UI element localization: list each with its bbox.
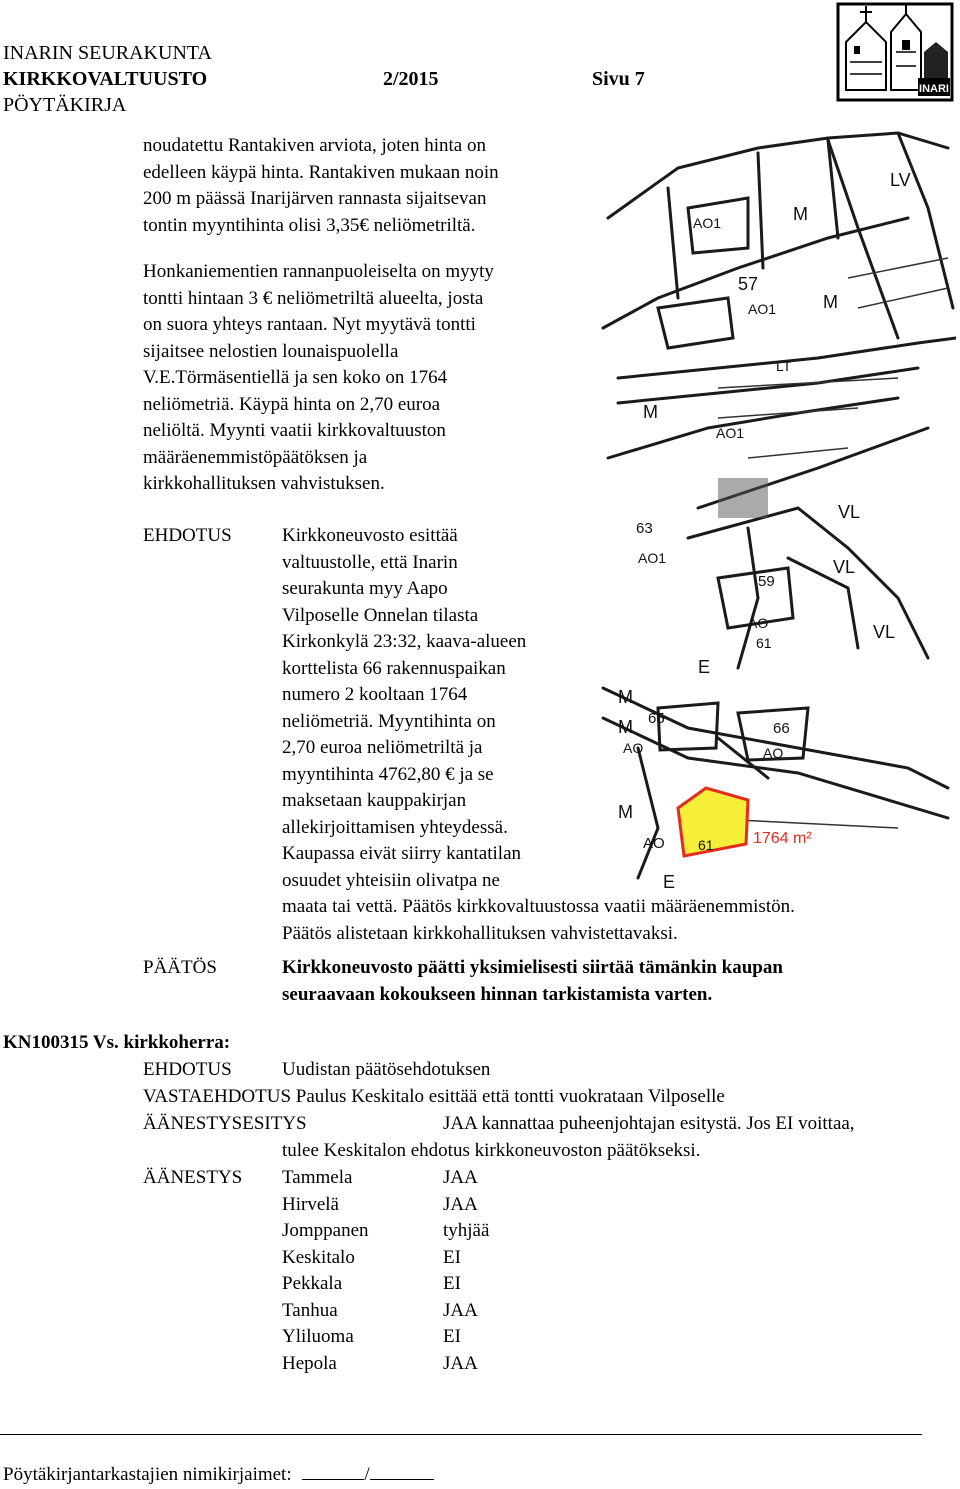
text-line: neliömetriä. Myyntihinta on bbox=[282, 710, 496, 732]
text-line: myyntihinta 4762,80 € ja se bbox=[282, 763, 494, 785]
text-line: Kaupassa eivät siirry kantatilan bbox=[282, 843, 522, 864]
voter-name: Tanhua bbox=[282, 1299, 338, 1321]
vote-value: JAA bbox=[443, 1193, 478, 1215]
zone-label: M bbox=[618, 717, 633, 737]
text-line: 200 m päässä Inarijärven rannasta sijaitsevan bbox=[143, 188, 487, 209]
counterproposal-text: Paulus Keskitalo esittää että tontti vuokrataan Vilposelle bbox=[295, 1086, 725, 1107]
zone-label: 66 bbox=[773, 720, 790, 737]
text-line: edelleen käypä hinta. Rantakiven mukaan noin bbox=[143, 161, 499, 183]
zone-label: LT bbox=[776, 358, 792, 374]
doc-type: PÖYTÄKIRJA bbox=[3, 94, 127, 116]
text-line: valtuustolle, että Inarin bbox=[282, 551, 458, 573]
voter-name: Yliluoma bbox=[282, 1326, 354, 1347]
zone-label: AO bbox=[763, 745, 784, 761]
voter-name: Keskitalo bbox=[282, 1246, 355, 1268]
voter-name: Jomppanen bbox=[282, 1220, 369, 1241]
kn-heading: KN100315 Vs. kirkkoherra: bbox=[3, 1032, 231, 1053]
proposal-label: EHDOTUS bbox=[143, 525, 232, 546]
zone-label: VL bbox=[873, 622, 896, 642]
zone-label: AO bbox=[748, 615, 769, 631]
text-line: tontin myyntihinta olisi 3,35€ neliömetriltä. bbox=[143, 214, 476, 236]
text-line: numero 2 kooltaan 1764 bbox=[282, 684, 468, 705]
zone-label: 61 bbox=[698, 837, 714, 853]
voter-name: Tammela bbox=[282, 1167, 353, 1188]
body-paragraph bbox=[143, 259, 494, 498]
text-line: Honkaniementien rannanpuoleiselta on myyty bbox=[143, 261, 494, 282]
text-line: Päätös alistetaan kirkkohallituksen vahvistettavaksi. bbox=[282, 922, 678, 944]
vote-values bbox=[443, 1165, 489, 1377]
text-line: sijaitsee nelostien lounaispuolella bbox=[143, 340, 399, 362]
zone-label: AO1 bbox=[638, 550, 667, 566]
vote-value: tyhjää bbox=[443, 1220, 490, 1241]
zone-label: M bbox=[823, 292, 838, 312]
text-line: neliömetriä. Käypä hinta on 2,70 euroa bbox=[143, 393, 441, 415]
text-line: on suora yhteys rantaan. Nyt myytävä tontti bbox=[143, 314, 476, 335]
text-line: seuraavaan kokoukseen hinnan tarkistamista varten. bbox=[282, 983, 713, 1005]
text-line: allekirjoittamisen yhteydessä. bbox=[282, 816, 508, 838]
vote-value: EI bbox=[443, 1246, 461, 1268]
zone-label: M bbox=[793, 204, 808, 224]
page-number: Sivu 7 bbox=[592, 68, 645, 90]
vote-value: JAA bbox=[443, 1299, 478, 1321]
text-line: maksetaan kauppakirjan bbox=[282, 790, 467, 811]
vote-names bbox=[282, 1165, 369, 1377]
vote-proposal-label: ÄÄNESTYSESITYS bbox=[143, 1113, 307, 1134]
kn-ehdotus-label: EHDOTUS bbox=[143, 1059, 232, 1080]
zone-label: AO1 bbox=[693, 215, 722, 231]
area-label: 1764 m² bbox=[753, 830, 812, 847]
vote-value: EI bbox=[443, 1326, 461, 1347]
zone-label: M bbox=[643, 402, 658, 422]
text-line: määräenemmistöpäätöksen ja bbox=[143, 446, 368, 468]
zone-label: AO1 bbox=[748, 301, 777, 317]
text-line: seurakunta myy Aapo bbox=[282, 578, 448, 599]
voter-name: Hepola bbox=[282, 1352, 337, 1374]
zone-label: 61 bbox=[756, 635, 772, 651]
text-line: Kirkkoneuvosto esittää bbox=[282, 525, 458, 546]
text-line: kirkkohallituksen vahvistuksen. bbox=[143, 473, 385, 494]
decision-label: PÄÄTÖS bbox=[143, 957, 217, 978]
inari-parish-logo bbox=[836, 2, 954, 102]
text-line: maata tai vettä. Päätös kirkkovaltuustossa vaatii määräenemmistön. bbox=[282, 896, 795, 917]
zone-label: M bbox=[618, 687, 633, 707]
body-name: KIRKKOVALTUUSTO bbox=[3, 68, 208, 90]
footer-initials bbox=[3, 1462, 434, 1489]
issue-number: 2/2015 bbox=[383, 68, 439, 90]
zone-label: E bbox=[698, 657, 711, 677]
org-name: INARIN SEURAKUNTA bbox=[3, 42, 212, 64]
decision-text bbox=[282, 955, 783, 1008]
text-line: noudatettu Rantakiven arviota, joten hinta on bbox=[143, 135, 486, 156]
proposal-text bbox=[282, 523, 795, 947]
logo-label: INARI bbox=[919, 83, 949, 95]
initials-blank-2 bbox=[370, 1463, 434, 1480]
text-line: V.E.Törmäsentiellä ja sen koko on 1764 bbox=[143, 367, 448, 388]
text-line: korttelista 66 rakennuspaikan bbox=[282, 657, 506, 679]
footer-slash: / bbox=[364, 1464, 370, 1485]
vote-proposal-line: JAA kannattaa puheenjohtajan esitystä. Jos EI voittaa, bbox=[443, 1113, 855, 1134]
zone-label: AO bbox=[643, 835, 665, 852]
footer-divider bbox=[0, 1434, 922, 1435]
zone-label: 57 bbox=[738, 274, 759, 294]
text-line: tontti hintaan 3 € neliömetriltä alueelta, josta bbox=[143, 287, 484, 309]
vote-label: ÄÄNESTYS bbox=[143, 1167, 243, 1188]
kn-ehdotus-text: Uudistan päätösehdotuksen bbox=[282, 1059, 491, 1080]
vote-value: JAA bbox=[443, 1167, 478, 1188]
text-line: osuudet yhteisiin olivatpa ne bbox=[282, 869, 500, 891]
zone-label: LV bbox=[890, 170, 911, 190]
text-line: 2,70 euroa neliömetriltä ja bbox=[282, 737, 483, 758]
zone-label: 65 bbox=[648, 710, 665, 727]
zone-label: AO bbox=[623, 740, 644, 756]
zone-label: E bbox=[663, 872, 676, 888]
voter-name: Hirvelä bbox=[282, 1193, 339, 1215]
zone-label: 59 bbox=[758, 573, 775, 590]
counterproposal-label: VASTAEHDOTUS bbox=[143, 1086, 292, 1107]
voter-name: Pekkala bbox=[282, 1273, 343, 1294]
text-line: Vilposelle Onnelan tilasta bbox=[282, 604, 479, 626]
kn-counterproposal bbox=[143, 1084, 725, 1111]
text-line: neliöltä. Myynti vaatii kirkkovaltuuston bbox=[143, 420, 446, 441]
text-line: Kirkonkylä 23:32, kaava-alueen bbox=[282, 631, 527, 652]
zone-label: 63 bbox=[636, 520, 653, 537]
zone-label: VL bbox=[833, 557, 856, 577]
initials-blank-1 bbox=[302, 1463, 364, 1480]
zone-label: M bbox=[618, 802, 633, 822]
intro-paragraph bbox=[143, 133, 499, 239]
vote-proposal-line: tulee Keskitalon ehdotus kirkkoneuvoston päätökseksi. bbox=[282, 1140, 701, 1161]
vote-value: JAA bbox=[443, 1352, 478, 1374]
zone-label: AO1 bbox=[716, 425, 745, 441]
text-line: Kirkkoneuvosto päätti yksimielisesti siirtää tämänkin kaupan bbox=[282, 957, 783, 978]
vote-value: EI bbox=[443, 1273, 461, 1294]
footer-label: Pöytäkirjantarkastajien nimikirjaimet: bbox=[3, 1464, 292, 1485]
zone-label: VL bbox=[838, 502, 861, 522]
